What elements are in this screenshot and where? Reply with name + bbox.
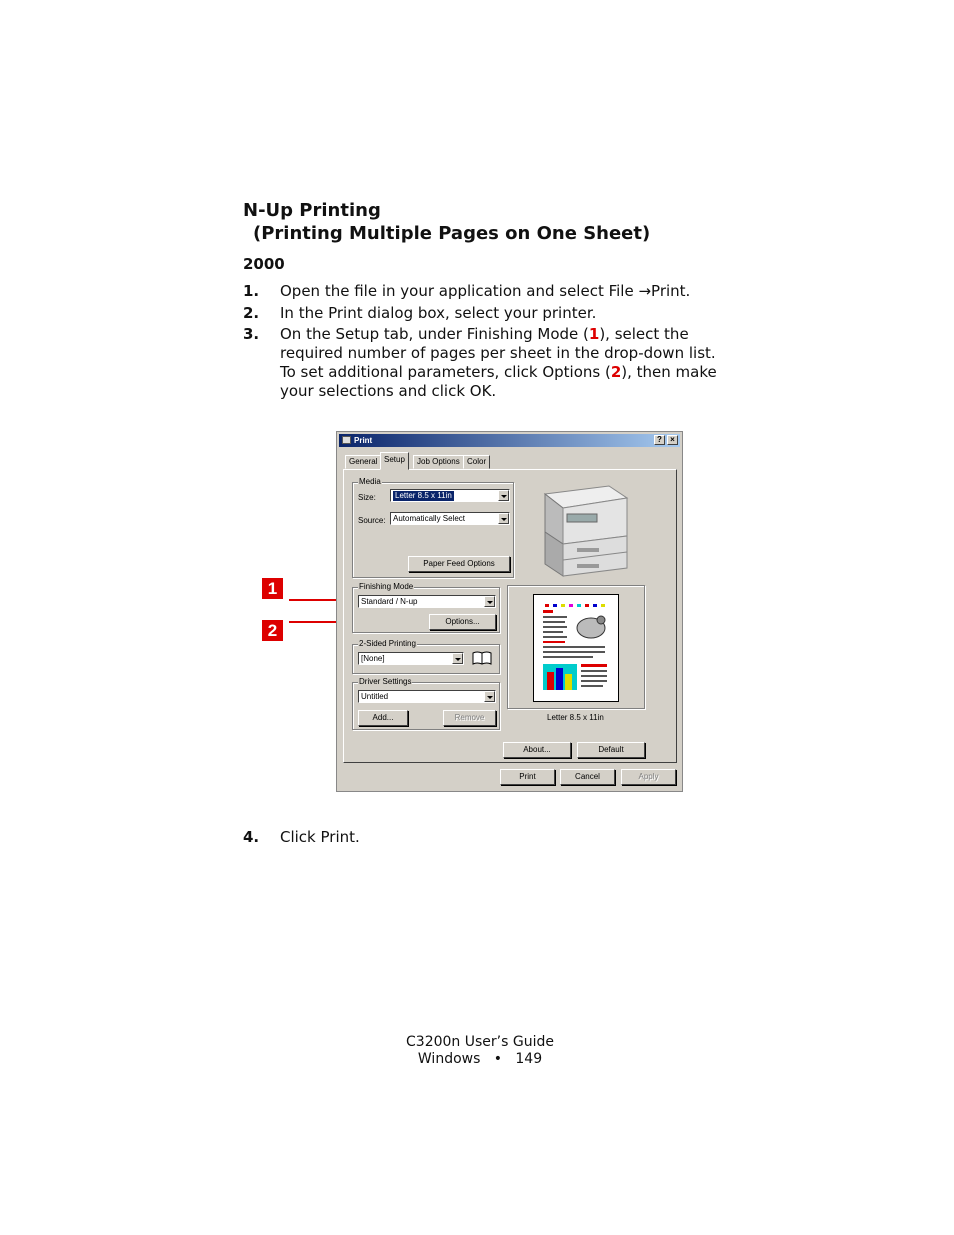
paper-feed-options-button[interactable]: Paper Feed Options [408, 556, 510, 572]
callout-1: 1 [262, 578, 283, 599]
source-select[interactable] [390, 512, 510, 525]
tab-color[interactable]: Color [463, 455, 490, 469]
help-button[interactable]: ? [654, 435, 665, 445]
step-number: 1. [243, 282, 260, 300]
printer-icon [342, 436, 351, 444]
two-sided-value: [None] [361, 654, 385, 663]
default-button[interactable]: Default [577, 742, 645, 758]
callout-ref-1: 1 [588, 325, 600, 343]
source-label: Source: [358, 516, 386, 525]
media-label: Media [359, 477, 381, 486]
step-text: Open the file in your application and select File →Print. [280, 282, 691, 300]
page-preview-image [533, 594, 619, 702]
chevron-down-icon[interactable] [484, 596, 495, 607]
two-sided-select[interactable] [358, 652, 464, 665]
about-button[interactable]: About... [503, 742, 571, 758]
step-text: Click Print. [280, 828, 360, 846]
dialog-title: Print [354, 436, 373, 445]
size-value: Letter 8.5 x 11in [395, 491, 452, 500]
step-text: In the Print dialog box, select your printer. [280, 304, 597, 322]
source-value: Automatically Select [393, 514, 466, 523]
tab-job-options[interactable]: Job Options [413, 455, 464, 469]
print-button[interactable]: Print [500, 769, 555, 785]
driver-settings-select[interactable] [358, 690, 496, 703]
step-number: 3. [243, 325, 260, 343]
book-icon [472, 651, 492, 665]
finishing-mode-label: Finishing Mode [359, 582, 414, 591]
add-button[interactable]: Add... [358, 710, 408, 726]
step-number: 2. [243, 304, 260, 322]
chevron-down-icon[interactable] [484, 691, 495, 702]
tab-general[interactable]: General [345, 455, 381, 469]
dialog-titlebar [339, 434, 680, 447]
section-subtitle: (Printing Multiple Pages on One Sheet) [253, 223, 651, 244]
section-title: N-Up Printing [243, 200, 381, 221]
os-subheading: 2000 [243, 255, 285, 273]
remove-button[interactable]: Remove [443, 710, 496, 726]
step-text: On the Setup tab, under Finishing Mode (1), select the required number of pages per sheet in the drop-down list. To set additional parameters, click Options (2), then make your selections and click OK. [280, 325, 717, 400]
driver-settings-label: Driver Settings [359, 677, 412, 686]
apply-button[interactable]: Apply [621, 769, 676, 785]
options-button[interactable]: Options... [429, 614, 496, 630]
preview-caption: Letter 8.5 x 11in [547, 713, 604, 722]
two-sided-label: 2-Sided Printing [359, 639, 416, 648]
cancel-button[interactable]: Cancel [560, 769, 615, 785]
chevron-down-icon[interactable] [452, 653, 463, 664]
printer-image [537, 480, 632, 580]
callout-2: 2 [262, 620, 283, 641]
driver-settings-value: Untitled [361, 692, 389, 701]
finishing-mode-value: Standard / N-up [361, 597, 418, 606]
footer-section: Windows [417, 1051, 481, 1067]
size-label: Size: [358, 493, 376, 502]
footer-guide-title: C3200n User’s Guide [406, 1034, 554, 1050]
chevron-down-icon[interactable] [498, 513, 509, 524]
tab-setup[interactable]: Setup [380, 452, 409, 470]
step-number: 4. [243, 828, 260, 846]
footer-bullet: • [493, 1051, 503, 1067]
footer-page-info [380, 1050, 580, 1068]
size-select[interactable] [390, 489, 510, 502]
footer-page-number: 149 [515, 1051, 543, 1067]
chevron-down-icon[interactable] [498, 490, 509, 501]
finishing-mode-select[interactable] [358, 595, 496, 608]
print-dialog [336, 431, 683, 792]
close-button[interactable]: × [667, 435, 678, 445]
callout-ref-2: 2 [610, 363, 622, 381]
